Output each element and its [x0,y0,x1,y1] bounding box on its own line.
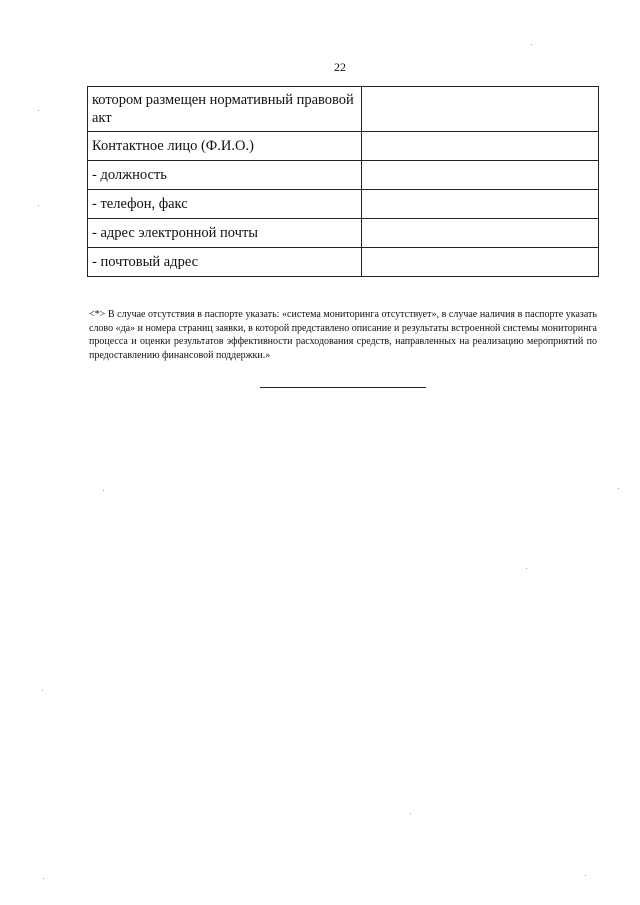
row-value-legal-act [362,87,599,132]
table-row [88,132,599,161]
scan-speck [43,878,44,879]
table-row [88,219,599,248]
row-label-email: - адрес электронной почты [88,219,362,248]
row-label-position: - должность [88,161,362,190]
row-value-contact-person [362,132,599,161]
table-row [88,161,599,190]
scan-speck [38,110,39,111]
page-number: 22 [334,60,346,74]
row-label-phone-fax: - телефон, факс [88,190,362,219]
end-divider [260,387,426,388]
footnote: <*> В случае отсутствия в паспорте указать: «система мониторинга отсутствует», в случае наличия в паспорте указать слово «да» и номера страниц заявки, в которой представлено описание и результаты встроенной системы мониторинга процесса и оценки результатов эффективности расходования средств, направленных на реализацию мероприятий по предоставлению финансовой поддержки.» [89,309,597,361]
table-row [88,248,599,277]
scan-speck [585,875,586,876]
row-value-phone-fax [362,190,599,219]
scan-speck [38,205,39,206]
row-value-email [362,219,599,248]
row-value-postal-address [362,248,599,277]
scan-speck [618,488,619,489]
scan-speck [103,490,104,491]
row-label-contact-person: Контактное лицо (Ф.И.О.) [88,132,362,161]
scan-speck [42,690,43,691]
scan-speck [531,44,532,45]
scan-speck [526,568,527,569]
table-row [88,190,599,219]
row-value-position [362,161,599,190]
contact-info-table [87,86,599,277]
scan-speck [410,813,411,814]
table-row [88,87,599,132]
row-label-legal-act: котором размещен нормативный правовой акт [88,87,362,132]
row-label-postal-address: - почтовый адрес [88,248,362,277]
